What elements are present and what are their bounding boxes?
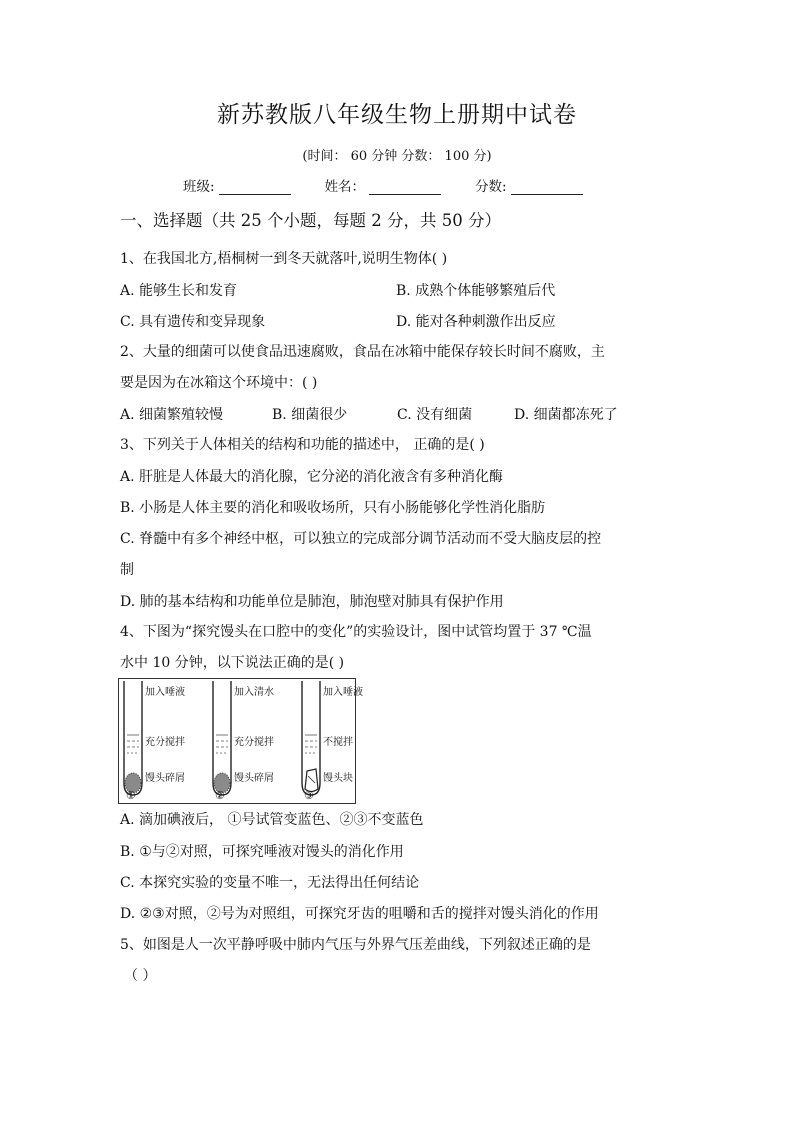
- q5-stem-line1: 5、如图是人一次平静呼吸中肺内气压与外界气压差曲线，下列叙述正确的是: [120, 937, 591, 953]
- q2-option-d[interactable]: D. 细菌都冻死了: [514, 407, 618, 423]
- tube1-number: ①: [126, 789, 136, 802]
- info-fields: [183, 175, 617, 195]
- q1-option-b[interactable]: B. 成熟个体能够繁殖后代: [396, 283, 556, 299]
- tube1-label-bottom: 馒头碎屑: [145, 773, 185, 784]
- tube-1: [124, 681, 142, 795]
- tube2-label-mid: 充分搅拌: [234, 737, 274, 748]
- q2-stem-line1: 2、大量的细菌可以使食品迅速腐败，食品在冰箱中能保存较长时间不腐败，主: [120, 344, 605, 360]
- page-title: 新苏教版八年级生物上册期中试卷: [217, 102, 577, 128]
- tube2-number: ②: [215, 789, 225, 802]
- tube3-label-top: 加入唾液: [323, 687, 363, 698]
- tube1-label-mid: 充分搅拌: [145, 737, 185, 748]
- score-field[interactable]: [475, 175, 583, 195]
- q1-option-d[interactable]: D. 能对各种刺激作出反应: [396, 314, 556, 330]
- tube3-number: ③: [304, 789, 314, 802]
- q2-option-b[interactable]: B. 细菌很少: [272, 407, 348, 423]
- q3-option-d[interactable]: D. 肺的基本结构和功能单位是肺泡，肺泡壁对肺具有保护作用: [120, 594, 504, 610]
- section-heading: 一、选择题（共 25 个小题，每题 2 分，共 50 分）: [120, 211, 501, 230]
- tube3-label-mid: 不搅拌: [323, 737, 353, 748]
- q1-stem: 1、在我国北方,梧桐树一到冬天就落叶,说明生物体( ): [120, 251, 448, 267]
- tube3-label-bottom: 馒头块: [323, 773, 353, 784]
- tube-2: [213, 681, 231, 795]
- class-field[interactable]: [183, 175, 291, 195]
- q4-stem-line2: 水中 10 分钟，以下说法正确的是( ): [120, 655, 345, 671]
- q1-option-c[interactable]: C. 具有遗传和变异现象: [120, 314, 266, 330]
- class-label: 班级:: [183, 179, 215, 195]
- score-label: 分数:: [475, 179, 507, 195]
- test-tube-figure: [118, 678, 363, 804]
- q2-option-c[interactable]: C. 没有细菌: [397, 407, 473, 423]
- q2-option-a[interactable]: A. 细菌繁殖较慢: [120, 407, 224, 423]
- tube1-label-top: 加入唾液: [145, 687, 185, 698]
- q3-option-c-line1[interactable]: C. 脊髓中有多个神经中枢，可以独立的完成部分调节活动而不受大脑皮层的控: [120, 531, 602, 547]
- q2-stem-line2: 要是因为在冰箱这个环境中：( ): [120, 375, 318, 391]
- q3-option-a[interactable]: A. 肝脏是人体最大的消化腺，它分泌的消化液含有多种消化酶: [120, 469, 504, 485]
- q5-stem-line2: （ ）: [124, 968, 157, 984]
- name-blank[interactable]: [369, 180, 441, 195]
- q3-option-b[interactable]: B. 小肠是人体主要的消化和吸收场所，只有小肠能够化学性消化脂肪: [120, 500, 546, 516]
- q4-option-a[interactable]: A. 滴加碘液后， ①号试管变蓝色、②③不变蓝色: [120, 812, 424, 828]
- q3-stem: 3、下列关于人体相关的结构和功能的描述中， 正确的是( ): [120, 437, 485, 453]
- class-blank[interactable]: [219, 180, 291, 195]
- name-field[interactable]: [325, 175, 442, 195]
- q4-option-b[interactable]: B. ①与②对照，可探究唾液对馒头的消化作用: [120, 844, 404, 860]
- score-blank[interactable]: [511, 180, 583, 195]
- tube-3: [302, 681, 320, 795]
- name-label: 姓名：: [324, 179, 366, 195]
- q4-option-d[interactable]: D. ②③对照，②号为对照组，可探究牙齿的咀嚼和舌的搅拌对馒头消化的作用: [120, 906, 599, 922]
- q4-stem-line1: 4、下图为“探究馒头在口腔中的变化”的实验设计，图中试管均置于 37 ℃温: [120, 624, 592, 640]
- q4-option-c[interactable]: C. 本探究实验的变量不唯一，无法得出任何结论: [120, 875, 420, 891]
- exam-meta: (时间： 60 分钟 分数： 100 分): [302, 149, 492, 164]
- tube2-label-bottom: 馒头碎屑: [234, 773, 274, 784]
- q3-option-c-line2[interactable]: 制: [120, 562, 134, 578]
- tube2-label-top: 加入清水: [234, 687, 274, 698]
- q1-option-a[interactable]: A. 能够生长和发育: [120, 283, 238, 299]
